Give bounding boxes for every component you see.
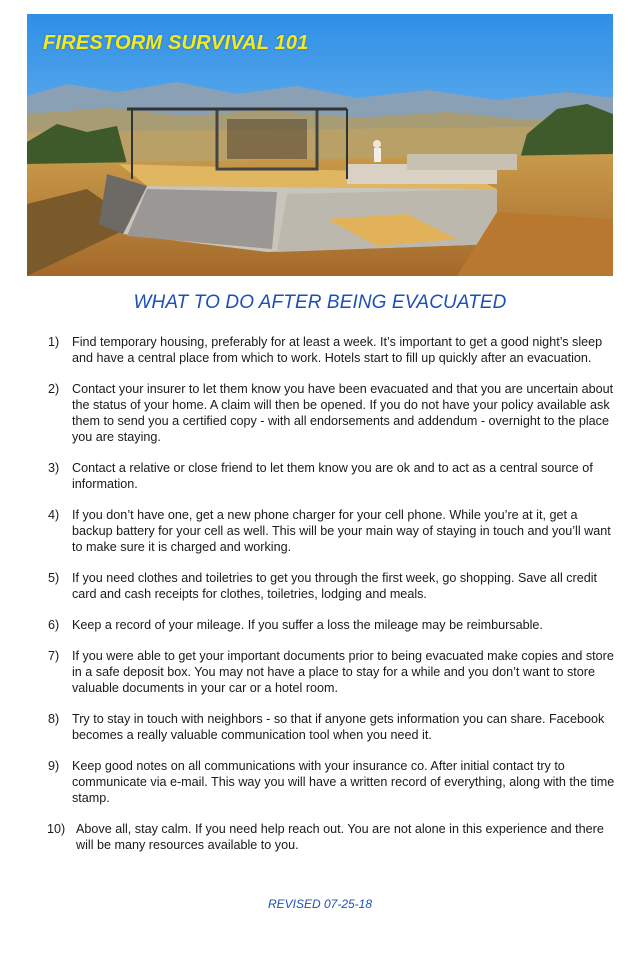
item-text: Contact your insurer to let them know you have been evacuated and that you are uncertain about the status of your home. A claim will then be opened. If you do not have your policy available ask them to send you a certified copy - with all endorsements and addendum - overnight to the place you are staying. (72, 382, 614, 444)
list-item (0, 507, 640, 555)
item-number: 6) (48, 618, 60, 632)
item-text: If you were able to get your important documents prior to being evacuated make copies and store in a safe deposit box. You may not have a place to stay for a while and you don’t want to store valuable documents in your car or a hotel room. (72, 649, 614, 695)
item-number: 7) (48, 649, 60, 663)
item-number: 3) (48, 461, 60, 475)
item-text: Keep good notes on all communications with your insurance co. After initial contact try to communicate via e-mail. This way you will have a written record of everything, along with the time stamp. (72, 759, 615, 805)
item-number: 8) (48, 712, 60, 726)
item-number: 4) (48, 508, 60, 522)
list-item (0, 648, 640, 696)
list-item (0, 460, 640, 492)
list-item (0, 570, 640, 602)
item-number: 10) (47, 822, 66, 836)
list-item (0, 381, 640, 445)
item-text: Contact a relative or close friend to let them know you are ok and to act as a central source of information. (72, 461, 593, 491)
list-item (0, 617, 640, 633)
item-number: 5) (48, 571, 60, 585)
item-text: If you need clothes and toiletries to get you through the first week, go shopping. Save all credit card and cash receipts for clothes, toiletries, lodging and meals. (72, 571, 598, 601)
list-item (0, 821, 640, 853)
page-heading: WHAT TO DO AFTER BEING EVACUATED (133, 292, 507, 313)
list-item (0, 758, 640, 806)
item-text: Above all, stay calm. If you need help reach out. You are not alone in this experience and there will be many resources available to you. (76, 822, 604, 852)
item-text: If you don’t have one, get a new phone charger for your cell phone. While you’re at it, get a backup battery for your cell as well. This will be your main way of staying in touch and you’ll want to make sure it is charged and working. (72, 508, 611, 554)
item-text: Try to stay in touch with neighbors - so that if anyone gets information you can share. Facebook becomes a really valuable communication tool when you need it. (72, 712, 605, 742)
hero-image (27, 14, 613, 276)
hero-title: FIRESTORM SURVIVAL 101 (43, 32, 309, 54)
revision-date: REVISED 07-25-18 (267, 897, 373, 911)
item-text: Keep a record of your mileage. If you suffer a loss the mileage may be reimbursable. (72, 618, 543, 632)
list-item (0, 711, 640, 743)
item-text: Find temporary housing, preferably for at least a week. It’s important to get a good night’s sleep and have a central place from which to work. Hotels start to fill up quickly after an evacuation. (72, 335, 603, 365)
item-number: 1) (48, 335, 60, 349)
item-number: 2) (48, 382, 60, 396)
list-item (0, 334, 640, 366)
item-number: 9) (48, 759, 60, 773)
instruction-list (0, 334, 640, 868)
